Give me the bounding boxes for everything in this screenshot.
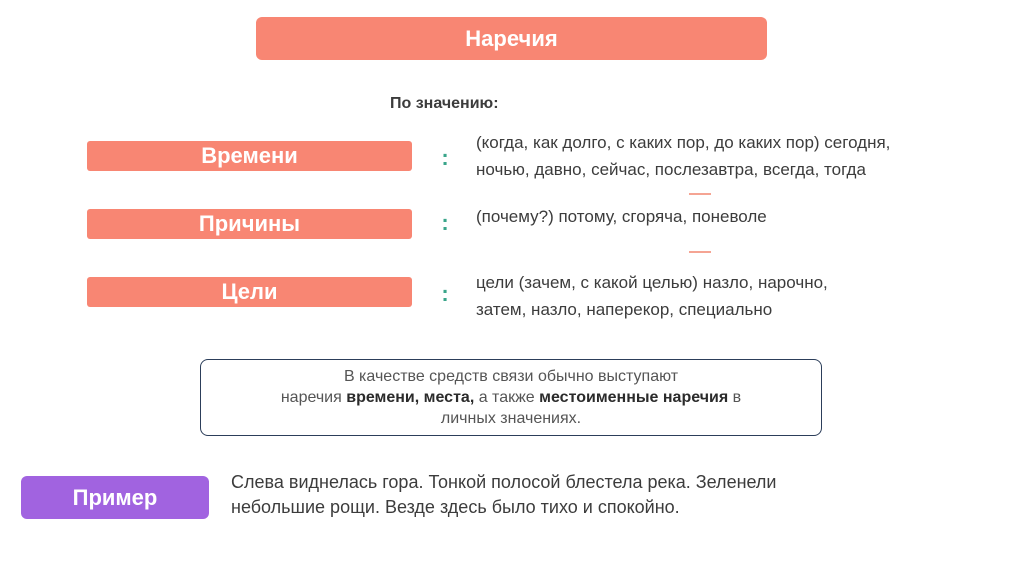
category-label: Причины <box>198 211 301 236</box>
note-emphasis: времени, места, <box>346 389 475 406</box>
category-purpose <box>87 277 412 307</box>
note-text: наречия <box>280 389 347 406</box>
separator-dash <box>689 193 711 195</box>
colon-separator: : <box>441 145 449 170</box>
note-emphasis: местоименные наречия <box>539 389 729 406</box>
category-description <box>476 129 1006 183</box>
title-banner <box>256 17 767 60</box>
subtitle: По значению: <box>390 95 499 112</box>
example-badge <box>21 476 209 519</box>
example-line: небольшие рощи. Везде здесь было тихо и спокойно. <box>231 497 680 517</box>
page-title: Наречия <box>465 25 558 51</box>
example-text <box>231 470 891 520</box>
note-text: а также <box>474 389 540 406</box>
note-text: в <box>728 389 742 406</box>
category-time <box>87 141 412 171</box>
example-label: Пример <box>72 484 158 510</box>
colon-separator: : <box>441 281 449 306</box>
note-line <box>281 387 741 408</box>
category-description <box>476 269 1006 323</box>
description-line: ночью, давно, сейчас, послезавтра, всегда, тогда <box>476 160 866 179</box>
note-line: личных значениях. <box>440 410 582 427</box>
category-label: Времени <box>201 143 298 168</box>
note-box <box>200 359 822 436</box>
description-line: (почему?) потому, сгоряча, поневоле <box>476 207 767 226</box>
category-reason <box>87 209 412 239</box>
note-line: В качестве средств связи обычно выступают <box>343 368 679 385</box>
example-line: Слева виднелась гора. Тонкой полосой блестела река. Зеленели <box>231 472 777 492</box>
separator-dash <box>689 251 711 253</box>
category-label: Цели <box>221 279 278 304</box>
category-description <box>476 203 1006 230</box>
colon-separator: : <box>441 210 449 235</box>
description-line: (когда, как долго, с каких пор, до каких пор) сегодня, <box>476 133 891 152</box>
description-line: затем, назло, наперекор, специально <box>476 300 773 319</box>
description-line: цели (зачем, с какой целью) назло, нарочно, <box>476 273 828 292</box>
